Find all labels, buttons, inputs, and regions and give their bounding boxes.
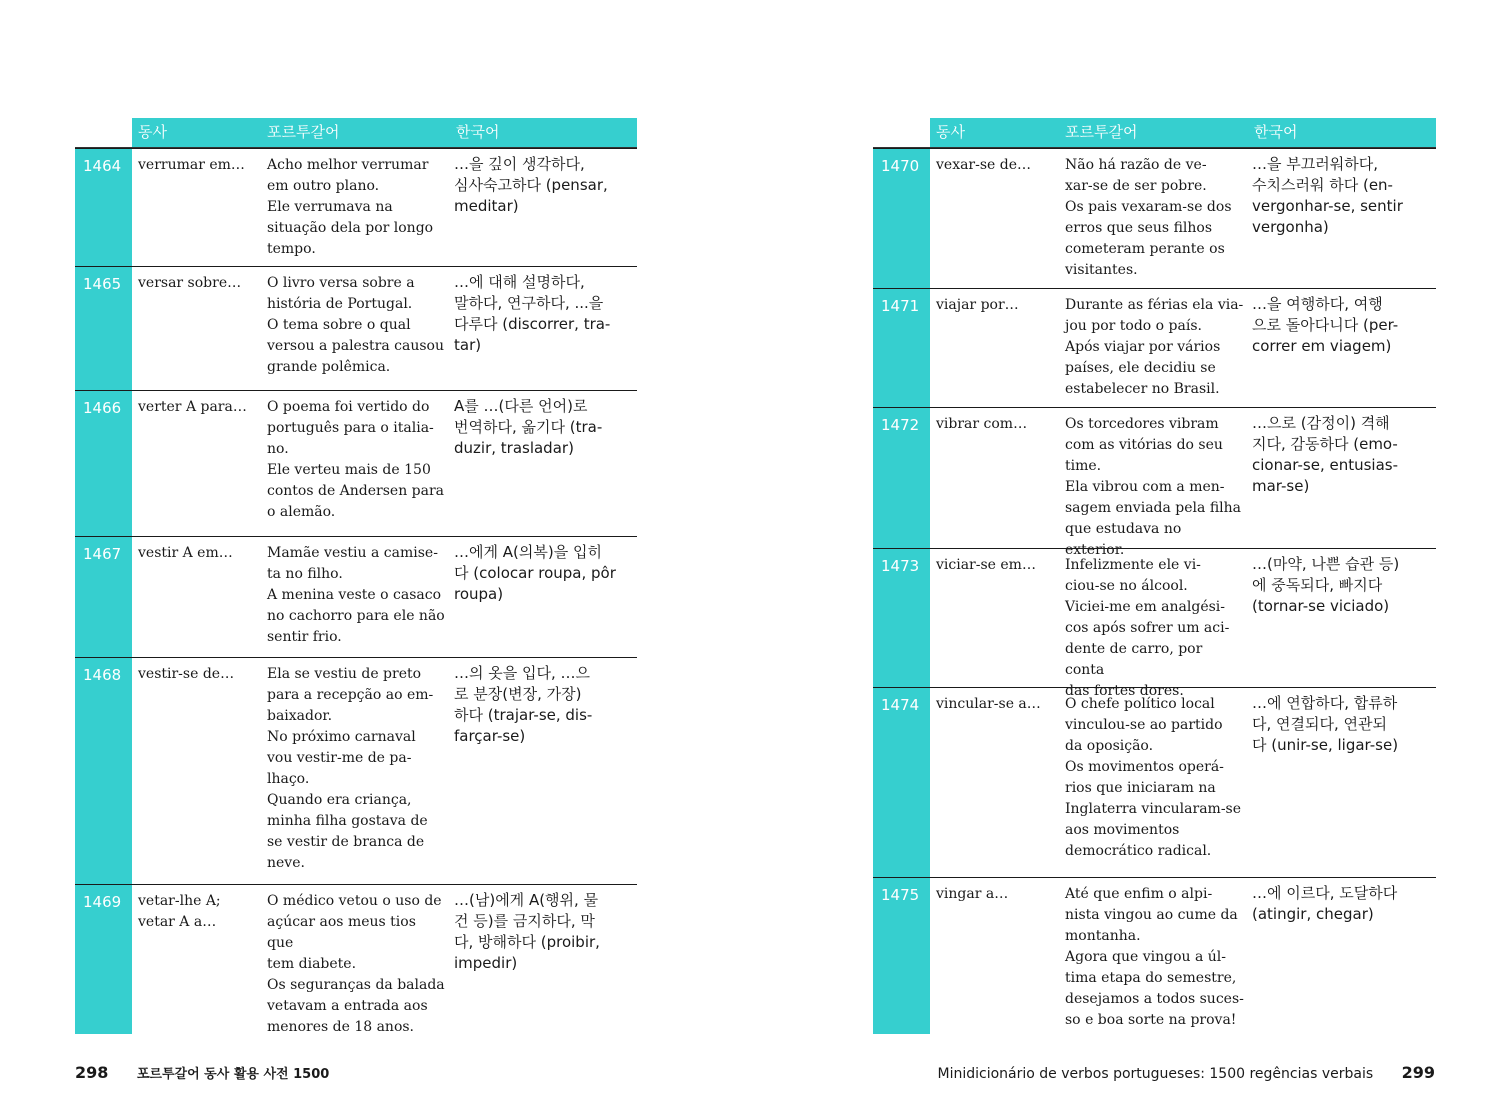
entry-verb: vincular-se a… <box>936 696 1041 712</box>
entry-korean: …(남)에게 A(행위, 물 건 등)를 금지하다, 막 다, 방해하다 (proibir, impedir) <box>454 891 600 972</box>
page-number: 299 <box>1401 1063 1435 1082</box>
entry-portuguese: O livro versa sobre a história de Portugal. O tema sobre o qual versou a palestra causou grande polêmica. <box>267 275 444 375</box>
entry-korean: A를 …(다른 언어)로 번역하다, 옮기다 (tra- duzir, trasladar) <box>454 397 603 457</box>
entry-korean: …에게 A(의복)을 입히 다 (colocar roupa, pôr roupa) <box>454 543 616 603</box>
entry-row <box>873 407 1436 558</box>
entry-row <box>75 148 637 266</box>
entry-number: 1467 <box>75 537 132 657</box>
entry-row <box>873 148 1436 288</box>
entry-portuguese: Mamãe vestiu a camise- ta no filho. A menina veste o casaco no cachorro para ele não sentir frio. <box>267 545 445 645</box>
entry-korean: …의 옷을 입다, …으 로 분장(변장, 가장) 하다 (trajar-se, dis- farçar-se) <box>454 664 593 745</box>
entry-verb: vibrar com… <box>936 416 1028 432</box>
entry-verb: vestir A em… <box>138 545 233 561</box>
entry-korean: …에 대해 설명하다, 말하다, 연구하다, ...을 다루다 (discorrer, tra- tar) <box>454 273 611 354</box>
entry-number: 1466 <box>75 391 132 536</box>
entry-portuguese: Não há razão de ve- xar-se de ser pobre. Os pais vexaram-se dos erros que seus filhos cometeram perante os visitantes. <box>1065 157 1232 278</box>
entry-row <box>75 884 637 1034</box>
entry-row <box>75 390 637 536</box>
entry-verb: verter A para… <box>138 399 247 415</box>
entry-portuguese: Durante as férias ela via- jou por todo o país. Após viajar por vários países, ele decidiu se estabelecer no Brasil. <box>1065 297 1244 397</box>
header-portuguese: 포르투갈어 <box>267 123 340 141</box>
entry-number: 1468 <box>75 658 132 884</box>
entry-row <box>75 266 637 390</box>
entry-korean: …을 부끄러워하다, 수치스러워 하다 (en- vergonhar-se, sentir vergonha) <box>1252 155 1403 236</box>
entry-verb: viajar por… <box>936 297 1019 313</box>
entry-portuguese: O poema foi vertido do português para o italia- no. Ele verteu mais de 150 contos de Andersen para o alemão. <box>267 399 445 520</box>
entry-verb: viciar-se em… <box>936 557 1036 573</box>
header-korean: 한국어 <box>1254 123 1298 141</box>
entry-verb: vestir-se de… <box>138 666 235 682</box>
page-number: 298 <box>75 1063 109 1082</box>
header-verb: 동사 <box>936 123 965 141</box>
running-title: Minidicionário de verbos portugueses: 1500 regências verbais <box>937 1066 1374 1082</box>
entry-verb: vexar-se de… <box>936 157 1032 173</box>
entry-portuguese: Até que enfim o alpi- nista vingou ao cume da montanha. Agora que vingou a úl- tima etapa do semestre, desejamos a todos suces- so e boa sorte na prova! <box>1065 886 1244 1028</box>
entry-verb: versar sobre… <box>138 275 242 291</box>
running-title: 포르투갈어 동사 활용 사전 1500 <box>136 1067 330 1082</box>
right-footer <box>938 1062 1435 1085</box>
entry-korean: …에 이르다, 도달하다 (atingir, chegar) <box>1252 884 1398 923</box>
entry-korean: …(마약, 나쁜 습관 등) 에 중독되다, 빠지다 (tornar-se viciado) <box>1252 555 1400 615</box>
entry-row <box>873 288 1436 407</box>
entry-number: 1474 <box>873 688 930 877</box>
entry-portuguese: Ela se vestiu de preto para a recepção ao em- baixador. No próximo carnaval vou vestir-me de pa- lhaço. Quando era criança, minha filha gostava de se vestir de branca de neve. <box>267 666 434 871</box>
right-page-table <box>873 118 1436 1034</box>
entry-portuguese: Acho melhor verrumar em outro plano. Ele verrumava na situação dela por longo tempo. <box>267 157 434 257</box>
entry-number: 1469 <box>75 885 132 1034</box>
entry-korean: …을 깊이 생각하다, 심사숙고하다 (pensar, meditar) <box>454 155 608 215</box>
entry-portuguese: O médico vetou o uso de açúcar aos meus tios que tem diabete. Os seguranças da balada vetavam a entrada aos menores de 18 anos. <box>267 893 445 1035</box>
entry-verb: verrumar em… <box>138 157 245 173</box>
entry-number: 1464 <box>75 149 132 266</box>
entry-number: 1473 <box>873 549 930 687</box>
header-korean: 한국어 <box>456 123 500 141</box>
entry-portuguese: O chefe político local vinculou-se ao partido da oposição. Os movimentos operá- rios que iniciaram na Inglaterra vincularam-se aos movimentos democrático radical. <box>1065 696 1242 859</box>
entry-row <box>873 877 1436 1034</box>
entry-number: 1472 <box>873 408 930 548</box>
entry-korean: …을 여행하다, 여행 으로 돌아다니다 (per- correr em viagem) <box>1252 295 1399 355</box>
left-page-table <box>75 118 637 1034</box>
entry-portuguese: Infelizmente ele vi- ciou-se no álcool. Viciei-me em analgési- cos após sofrer um aci- dente de carro, por conta das fortes dores. <box>1065 557 1230 699</box>
entry-row <box>873 548 1436 699</box>
entry-verb: vingar a… <box>936 886 1009 902</box>
entry-number: 1470 <box>873 149 930 288</box>
entry-row <box>75 657 637 884</box>
entry-number: 1471 <box>873 289 930 407</box>
entry-row <box>873 687 1436 877</box>
entry-korean: …으로 (감정이) 격해 지다, 감동하다 (emo- cionar-se, entusias- mar-se) <box>1252 414 1399 495</box>
table-header <box>873 118 1436 148</box>
header-verb: 동사 <box>138 123 167 141</box>
table-header <box>75 118 637 148</box>
entry-verb: vetar-lhe A; vetar A a… <box>138 893 221 930</box>
entry-number: 1475 <box>873 878 930 1034</box>
entry-row <box>75 536 637 657</box>
entry-korean: …에 연합하다, 합류하 다, 연결되다, 연관되 다 (unir-se, ligar-se) <box>1252 694 1399 754</box>
entry-number: 1465 <box>75 267 132 390</box>
left-footer <box>75 1062 329 1086</box>
header-portuguese: 포르투갈어 <box>1065 123 1138 141</box>
entry-portuguese: Os torcedores vibram com as vitórias do seu time. Ela vibrou com a men- sagem enviada pela filha que estudava no exterior. <box>1065 416 1241 558</box>
